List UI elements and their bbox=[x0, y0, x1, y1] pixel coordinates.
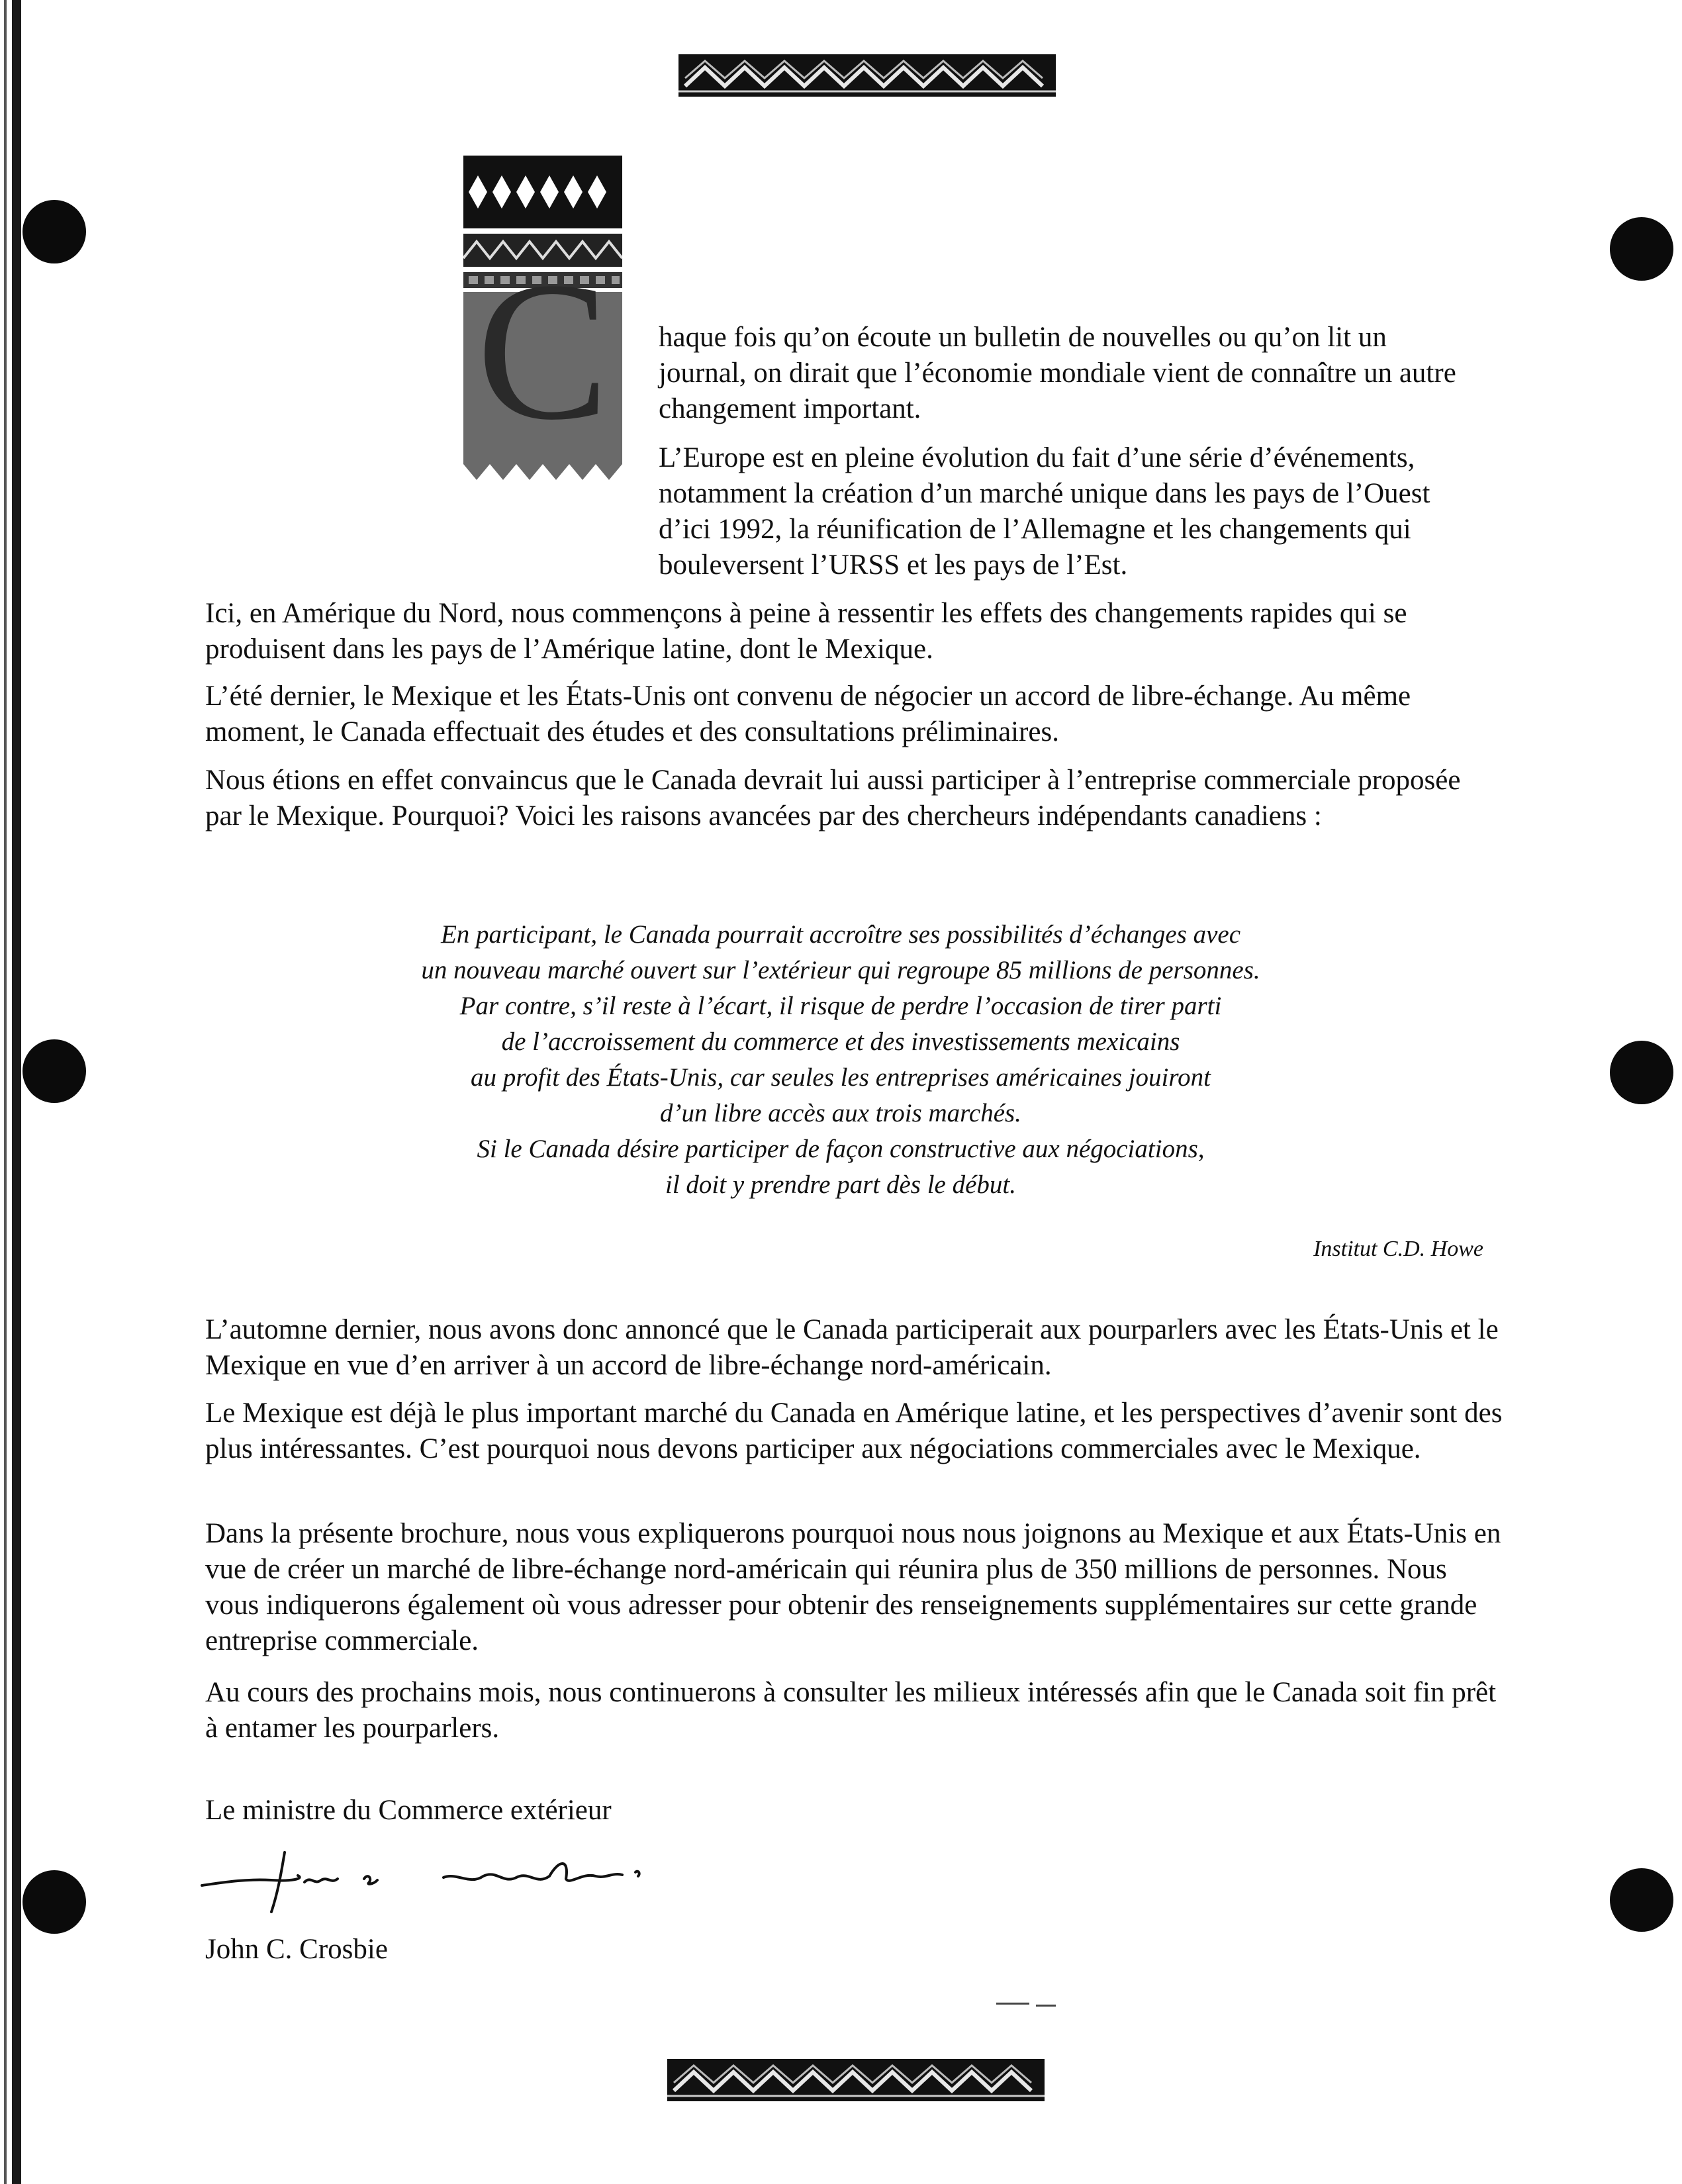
handwritten-signature bbox=[199, 1846, 662, 1919]
scan-speck bbox=[1036, 2005, 1056, 2007]
quote-attribution: Institut C.D. Howe bbox=[1313, 1237, 1483, 1261]
quote-line: un nouveau marché ouvert sur l’extérieur qui regroupe 85 millions de personnes. bbox=[421, 956, 1260, 984]
bottom-decorative-band bbox=[667, 2059, 1045, 2101]
quote-line: d’un libre accès aux trois marchés. bbox=[660, 1099, 1021, 1127]
punch-hole bbox=[1610, 217, 1673, 281]
punch-hole bbox=[23, 200, 86, 263]
intro-paragraph: haque fois qu’on écoute un bulletin de nouvelles ou qu’on lit un journal, on dirait que l’économie mondiale vient de connaître un autre changement important. bbox=[659, 322, 1456, 424]
drop-cap-letter: C bbox=[476, 241, 610, 461]
scan-edge-line bbox=[4, 0, 7, 2184]
punch-hole bbox=[23, 1039, 86, 1103]
top-decorative-band bbox=[678, 54, 1056, 97]
quote-line: En participant, le Canada pourrait accroître ses possibilités d’échanges avec bbox=[440, 920, 1241, 949]
quote-line: il doit y prendre part dès le début. bbox=[665, 1170, 1017, 1199]
body-paragraph: Nous étions en effet convaincus que le Canada devrait lui aussi participer à l’entreprise commerciale proposée par le Mexique. Pourquoi? Voici les raisons avancées par des chercheurs indépendants canadiens : bbox=[205, 765, 1461, 831]
body-paragraph: Dans la présente brochure, nous vous expliquerons pourquoi nous nous joignons au Mexique et aux États-Unis en vue de créer un marché de libre-échange nord-américain qui réunira plus de 350 millions de personnes. Nous vous indiquerons également où vous adresser pour obtenir des renseignements supplémentaires sur cette grande entreprise commerciale. bbox=[205, 1518, 1501, 1656]
body-paragraph: Le Mexique est déjà le plus important marché du Canada en Amérique latine, et les perspectives d’avenir sont des plus intéressantes. C’est pourquoi nous devons participer aux négociations commerciales avec le Mexique. bbox=[205, 1398, 1503, 1464]
punch-hole bbox=[23, 1870, 86, 1934]
quote-line: au profit des États-Unis, car seules les entreprises américaines jouiront bbox=[471, 1063, 1211, 1092]
intro-paragraph: L’Europe est en pleine évolution du fait d’une série d’événements, notamment la création d’un marché unique dans les pays de l’Ouest d’ici 1992, la réunification de l’Allemagne et les changements qui bouleversent l’URSS et les pays de l’Est. bbox=[659, 442, 1430, 581]
quote-line: de l’accroissement du commerce et des investissements mexicains bbox=[501, 1027, 1180, 1056]
scan-edge bbox=[12, 0, 21, 2184]
body-paragraph: Ici, en Amérique du Nord, nous commençons à peine à ressentir les effets des changements rapides qui se produisent dans les pays de l’Amérique latine, dont le Mexique. bbox=[205, 598, 1407, 665]
signatory-name: John C. Crosbie bbox=[205, 1934, 388, 1965]
body-paragraph: L’été dernier, le Mexique et les États-Unis ont convenu de négocier un accord de libre-échange. Au même moment, le Canada effectuait des études et des consultations préliminaires. bbox=[205, 681, 1411, 747]
quote-line: Si le Canada désire participer de façon constructive aux négociations, bbox=[477, 1135, 1205, 1163]
punch-hole bbox=[1610, 1868, 1673, 1932]
body-paragraph: L’automne dernier, nous avons donc annoncé que le Canada participerait aux pourparlers avec les États-Unis et le Mexique en vue d’en arriver à un accord de libre-échange nord-américain. bbox=[205, 1314, 1499, 1381]
closing-title: Le ministre du Commerce extérieur bbox=[205, 1795, 612, 1826]
quote-line: Par contre, s’il reste à l’écart, il risque de perdre l’occasion de tirer parti bbox=[459, 992, 1222, 1020]
block-quote bbox=[238, 917, 1443, 1203]
scan-speck bbox=[996, 2003, 1029, 2005]
body-paragraph: Au cours des prochains mois, nous continuerons à consulter les milieux intéressés afin que le Canada soit fin prêt à entamer les pourparlers. bbox=[205, 1677, 1497, 1744]
punch-hole bbox=[1610, 1041, 1673, 1104]
